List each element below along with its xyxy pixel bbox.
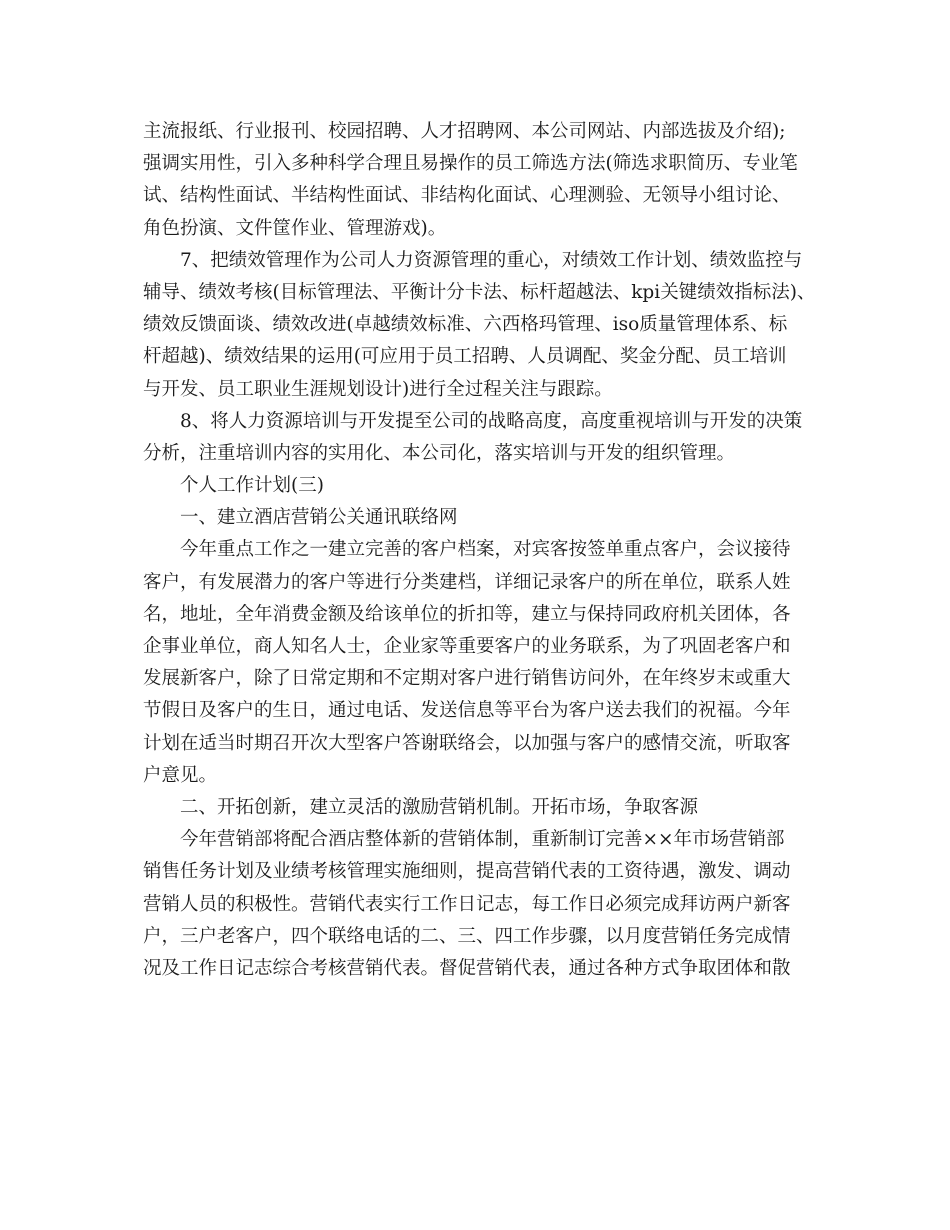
text-line: 二、开拓创新，建立灵活的激励营销机制。开拓市场，争取客源 xyxy=(180,796,699,818)
text-line: 强调实用性，引入多种科学合理且易操作的员工筛选方法(筛选求职简历、专业笔 xyxy=(143,153,798,175)
text-line: 个人工作计划(三) xyxy=(180,475,324,497)
text-line: 杆超越)、绩效结果的运用(可应用于员工招聘、人员调配、奖金分配、员工培训 xyxy=(143,346,787,368)
text-line: 今年重点工作之一建立完善的客户档案，对宾客按签单重点客户，会议接待 xyxy=(180,539,791,561)
text-line: 辅导、绩效考核(目标管理法、平衡计分卡法、标杆超越法、kpi关键绩效指标法)、 xyxy=(143,281,816,303)
text-line: 7、把绩效管理作为公司人力资源管理的重心，对绩效工作计划、绩效监控与 xyxy=(180,249,803,271)
text-line: 发展新客户，除了日常定期和不定期对客户进行销售访问外，在年终岁末或重大 xyxy=(143,668,791,690)
text-line: 销售任务计划及业绩考核管理实施细则，提高营销代表的工资待遇，激发、调动 xyxy=(143,861,791,883)
text-line: 名，地址，全年消费金额及给该单位的折扣等，建立与保持同政府机关团体，各 xyxy=(143,603,791,625)
text-line: 营销人员的积极性。营销代表实行工作日记志，每工作日必须完成拜访两户新客 xyxy=(143,893,791,915)
text-line: 今年营销部将配合酒店整体新的营销体制，重新制订完善××年市场营销部 xyxy=(180,829,785,851)
text-line: 绩效反馈面谈、绩效改进(卓越绩效标准、六西格玛管理、iso质量管理体系、标 xyxy=(143,314,788,336)
text-line: 角色扮演、文件筐作业、管理游戏)。 xyxy=(143,217,447,239)
text-line: 况及工作日记志综合考核营销代表。督促营销代表，通过各种方式争取团体和散 xyxy=(143,957,791,979)
text-line: 试、结构性面试、半结构性面试、非结构化面试、心理测验、无领导小组讨论、 xyxy=(143,185,791,207)
text-line: 计划在适当时期召开次大型客户答谢联络会，以加强与客户的感情交流，听取客 xyxy=(143,732,791,754)
document-body xyxy=(143,116,823,985)
text-line: 主流报纸、行业报刊、校园招聘、人才招聘网、本公司网站、内部选拔及介绍); xyxy=(143,121,786,142)
text-line: 节假日及客户的生日，通过电话、发送信息等平台为客户送去我们的祝福。今年 xyxy=(143,700,791,722)
text-line: 客户，有发展潜力的客户等进行分类建档，详细记录客户的所在单位，联系人姓 xyxy=(143,571,791,593)
text-line: 8、将人力资源培训与开发提至公司的战略高度，高度重视培训与开发的决策 xyxy=(180,410,803,432)
text-line: 一、建立酒店营销公关通讯联络网 xyxy=(180,507,458,529)
text-line: 企事业单位，商人知名人士，企业家等重要客户的业务联系，为了巩固老客户和 xyxy=(143,636,791,657)
text-line: 分析，注重培训内容的实用化、本公司化，落实培训与开发的组织管理。 xyxy=(143,442,736,464)
text-line: 户意见。 xyxy=(143,764,218,786)
text-line: 与开发、员工职业生涯规划设计)进行全过程关注与跟踪。 xyxy=(143,378,613,400)
text-line: 户，三户老客户，四个联络电话的二、三、四工作步骤，以月度营销任务完成情 xyxy=(143,925,791,947)
